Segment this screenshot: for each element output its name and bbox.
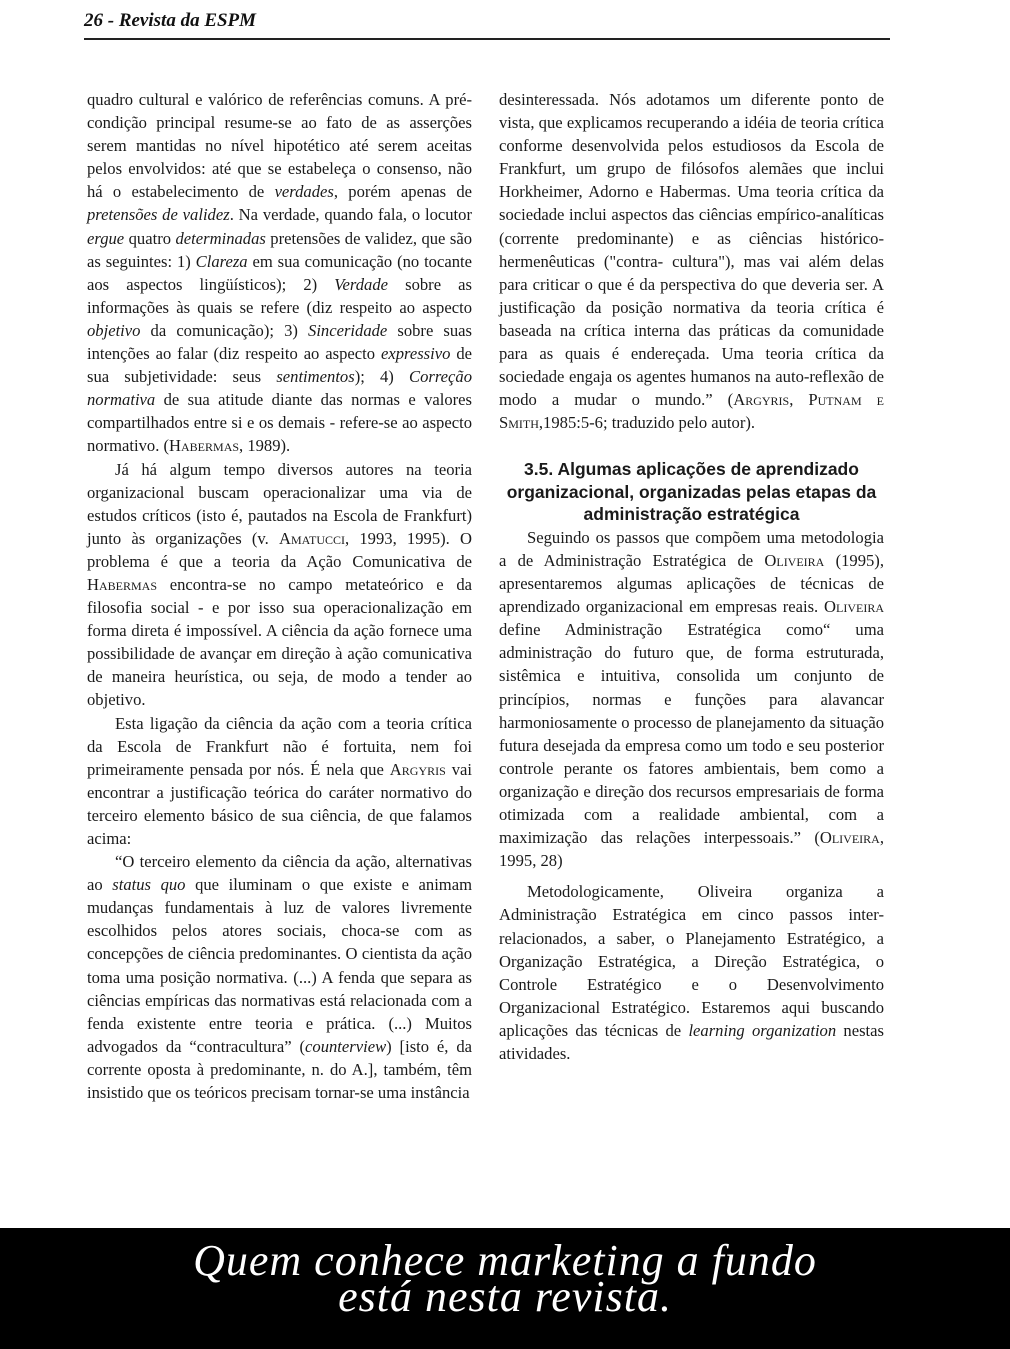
left-paragraph-1: quadro cultural e valórico de referências comuns. A pré-condição principal resume-se ao fato de as asserções serem mantidas no nível hipotético até serem aceitas pelos envolvidos: até que se estabeleça o consenso, não há o estabelecimento de verdades, porém apenas de pretensões de validez. Na verdade, quando fala, o locutor ergue quatro determinadas pretensões de validez, que são as seguintes: 1) Clareza em sua comunicação (no tocante aos aspectos lingüísticos); 2) Verdade sobre as informações às quais se refere (diz respeito ao aspecto objetivo da comunicação); 3) Sinceridade sobre suas intenções ao falar (diz respeito ao aspecto expressivo de sua subjetividade: seus sentimentos); 4) Correção normativa de sua atitude diante das normas e valores compartilhados entre si e os demais - refere-se ao aspecto normativo. (Habermas, 1989). bbox=[87, 90, 472, 456]
left-paragraph-3: Esta ligação da ciência da ação com a teoria crítica da Escola de Frankfurt não é fortuita, nem foi primeiramente pensada por nós. É nela que Argyris vai encontrar a justificação teórica do caráter normativo do terceiro elemento básico de sua ciência, de que falamos acima: bbox=[87, 713, 473, 848]
right-paragraph-2: Seguindo os passos que compõem uma metodologia a de Administração Estratégica de Oliveira (1995), apresentaremos algumas aplicações de técnicas de aprendizado organizacional em empresas reais. Oliveira define Administração Estratégica como“ uma administração do futuro que, de forma estruturada, sistêmica e intuitiva, consolida um conjunto de princípios, normas e funções para alavancar harmoniosamente o processo de planejamento da situação futura desejada da empresa como um todo e seu posterior controle perante os fatores ambientais, bem como a organização e direção dos recursos empresariais de forma otimizada com a realidade ambiental, com a maximização das relações interpessoais.” (Oliveira, 1995, 28) bbox=[499, 527, 884, 871]
header-rule bbox=[84, 38, 890, 40]
banner-line-1: Quem conhece marketing a fundo bbox=[193, 1236, 817, 1285]
right-paragraph-1: desinteressada. Nós adotamos um diferente ponto de vista, que explicamos recuperando a idéia de teoria crítica conforme desenvolvida pelos estudiosos da Escola de Frankfurt, um grupo de filósofos alemães que inclui Horkheimer, Adorno e Habermas. Uma teoria crítica da sociedade inclui aspectos das ciências empírico-analíticas (corrente predominante) e as ciências histórico-hermenêuticas ("contra- cultura"), mas vai além delas para criticar o que é da perspectiva do que deveria ser. A justificação da posição normativa da teoria crítica é baseada na crítica interna das práticas da comunidade para as quais é endereçada. Uma teoria crítica da sociedade engaja os agentes humanos na auto-reflexão de modo a mudar o mundo.” (Argyris, Putnam e Smith,1985:5-6; traduzido pelo autor). bbox=[499, 90, 885, 433]
left-column bbox=[87, 88, 472, 1104]
section-heading: 3.5. Algumas aplicações de aprendizado organizacional, organizadas pelas etapas da administração estratégica bbox=[506, 459, 877, 525]
left-quote: “O terceiro elemento da ciência da ação, alternativas ao status quo que iluminam o que existe e animam mudanças fundamentais à luz de valores livremente escolhidos pelos atores sociais, choca-se com as concepções de ciência predominantes. O cientista da ação toma uma posição normativa. (...) A fenda que separa as ciências empíricas das normativas está relacionada com a fenda existente entre teoria e prática. (...) Muitos advogados da “contracultura” (counterview) [isto é, da corrente oposta à predominante, n. do A.], também, têm insistido que os teóricos precisam tornar-se uma instância bbox=[87, 852, 472, 1103]
left-paragraph-2: Já há algum tempo diversos autores na teoria organizacional buscam operacionalizar uma via de estudos críticos (isto é, pautados na Escola de Frankfurt) junto às organizações (v. Amatucci, 1993, 1995). O problema é que a teoria da Ação Comunicativa de Habermas encontra-se no campo metateórico e da filosofia social - e por isso sua operacionalização em forma direta é impossível. A ciência da ação fornece uma possibilidade de avançar em direção à ação comunicativa de maneira heurística, ou seja, de modo a tender ao objetivo. bbox=[87, 459, 472, 710]
right-paragraph-3: Metodologicamente, Oliveira organiza a Administração Estratégica em cinco passos inter-relacionados, a saber, o Planejamento Estratégico, a Organização Estratégica, a Direção Estratégica, o Controle Estratégico e o Desenvolvimento Organizacional Estratégico. Estaremos aqui buscando aplicações das técnicas de learning organization nestas atividades. bbox=[499, 882, 884, 1063]
footer-banner bbox=[0, 1228, 1010, 1349]
running-head: 26 - Revista da ESPM bbox=[84, 10, 257, 31]
banner-line-2: está nesta revista. bbox=[338, 1272, 672, 1321]
right-column bbox=[499, 88, 884, 1065]
